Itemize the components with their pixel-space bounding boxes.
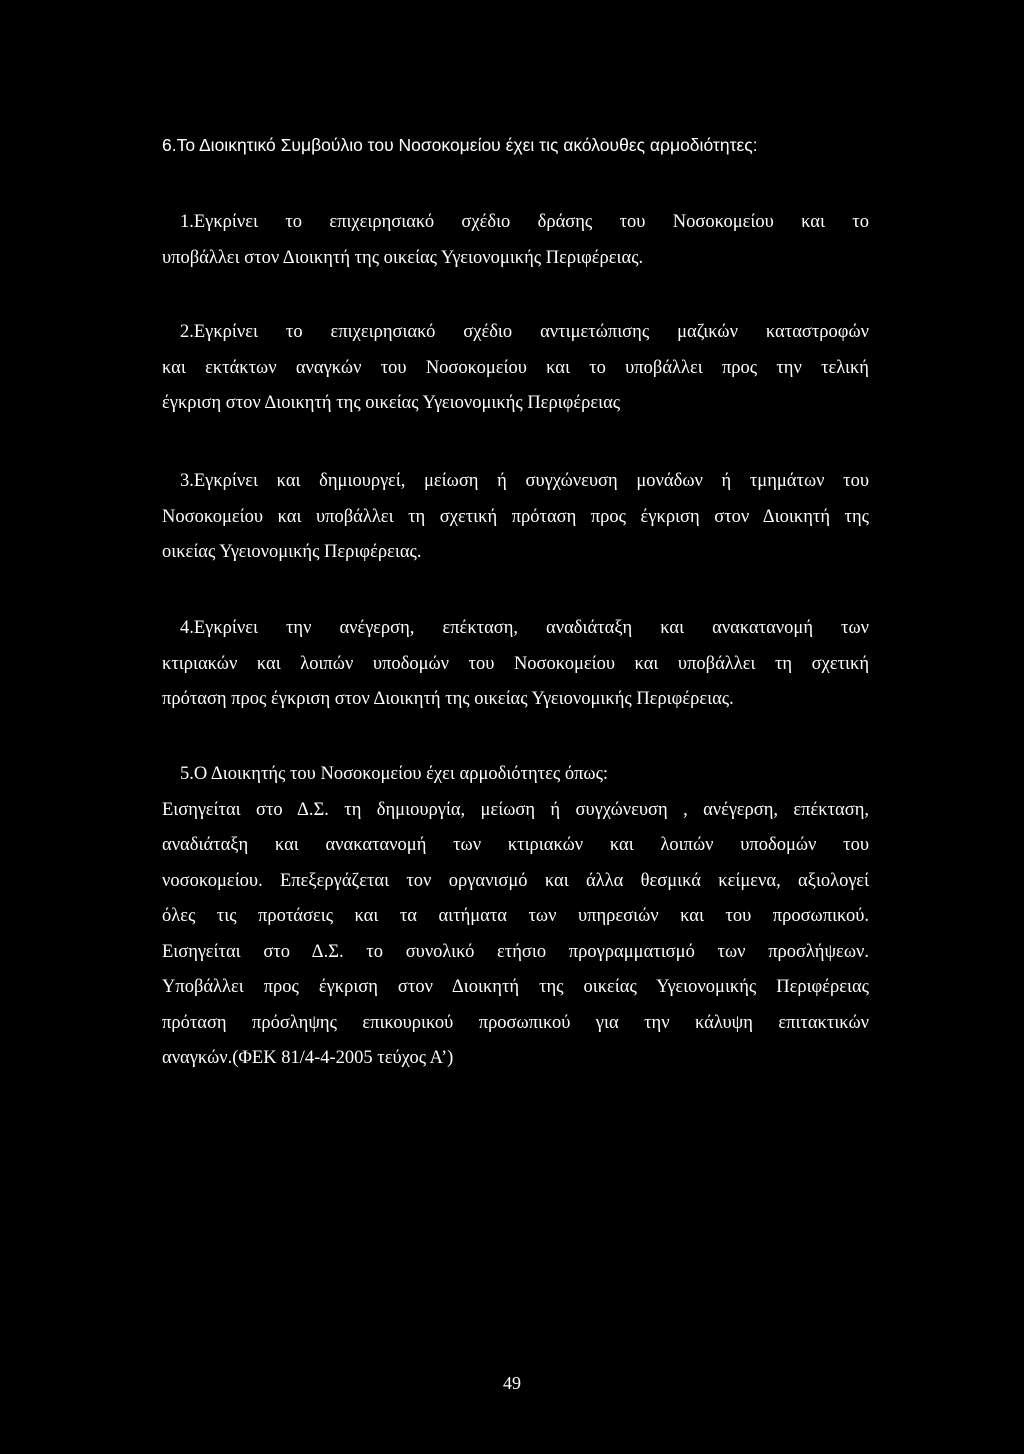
item-5-line-9: αναγκών.(ΦΕΚ 81/4-4-2005 τεύχος Α’) [162,1048,454,1068]
item-4-line-1: 4.Εγκρίνει την ανέγερση, επέκταση, αναδιάταξη και ανακατανομή των [180,618,869,638]
item-1-line-1: 1.Εγκρίνει το επιχειρησιακό σχέδιο δράσης του Νοσοκομείου και το [180,212,869,232]
section-heading: 6.Το Διοικητικό Συμβούλιο του Νοσοκομείου έχει τις ακόλουθες αρμοδιότητες: [162,135,758,155]
item-4-line-3: πρόταση προς έγκριση στον Διοικητή της οικείας Υγειονομικής Περιφέρειας. [162,689,734,709]
list-item-1 [162,205,869,276]
list-item-4 [162,611,869,718]
page-number: 49 [503,1373,521,1393]
item-1-line-2: υποβάλλει στον Διοικητή της οικείας Υγειονομικής Περιφέρειας. [162,247,644,268]
item-5-line-7: Υποβάλλει προς έγκριση στον Διοικητή της οικείας Υγειονομικής Περιφέρειας [162,977,869,997]
list-item-3 [162,464,869,571]
list-item-5 [162,757,869,1077]
item-5-line-2: Εισηγείται στο Δ.Σ. τη δημιουργία, μείωση ή συγχώνευση , ανέγερση, επέκταση, [162,799,869,820]
item-5-line-3: αναδιάταξη και ανακατανομή των κτιριακών και λοιπών υποδομών του [162,835,869,855]
item-2-line-2: και εκτάκτων αναγκών του Νοσοκομείου και το υποβάλλει προς την τελική [162,357,869,378]
list-item-2 [162,315,869,422]
item-5-line-5: όλες τις προτάσεις και τα αιτήματα των υπηρεσιών και του προσωπικού. [162,906,869,926]
item-5-line-4: νοσοκομείου. Επεξεργάζεται τον οργανισμό και άλλα θεσμικά κείμενα, αξιολογεί [162,870,869,891]
item-5-line-8: πρόταση πρόσληψης επικουρικού προσωπικού για την κάλυψη επιτακτικών [162,1012,869,1033]
item-2-line-3: έγκριση στον Διοικητή της οικείας Υγειονομικής Περιφέρειας [162,393,621,413]
item-2-line-1: 2.Εγκρίνει το επιχειρησιακό σχέδιο αντιμετώπισης μαζικών καταστροφών [180,322,869,342]
item-3-line-3: οικείας Υγειονομικής Περιφέρειας. [162,542,422,562]
item-5-line-6: Εισηγείται στο Δ.Σ. το συνολικό ετήσιο προγραμματισμό των προσλήψεων. [162,941,869,962]
item-3-line-1: 3.Εγκρίνει και δημιουργεί, μείωση ή συγχώνευση μονάδων ή τμημάτων του [180,471,869,491]
item-3-line-2: Νοσοκομείου και υποβάλλει τη σχετική πρόταση προς έγκριση στον Διοικητή της [162,506,869,527]
item-5-line-1: 5.Ο Διοικητής του Νοσοκομείου έχει αρμοδιότητες όπως: [180,764,609,784]
item-4-line-2: κτιριακών και λοιπών υποδομών του Νοσοκομείου και υποβάλλει τη σχετική [162,653,869,674]
